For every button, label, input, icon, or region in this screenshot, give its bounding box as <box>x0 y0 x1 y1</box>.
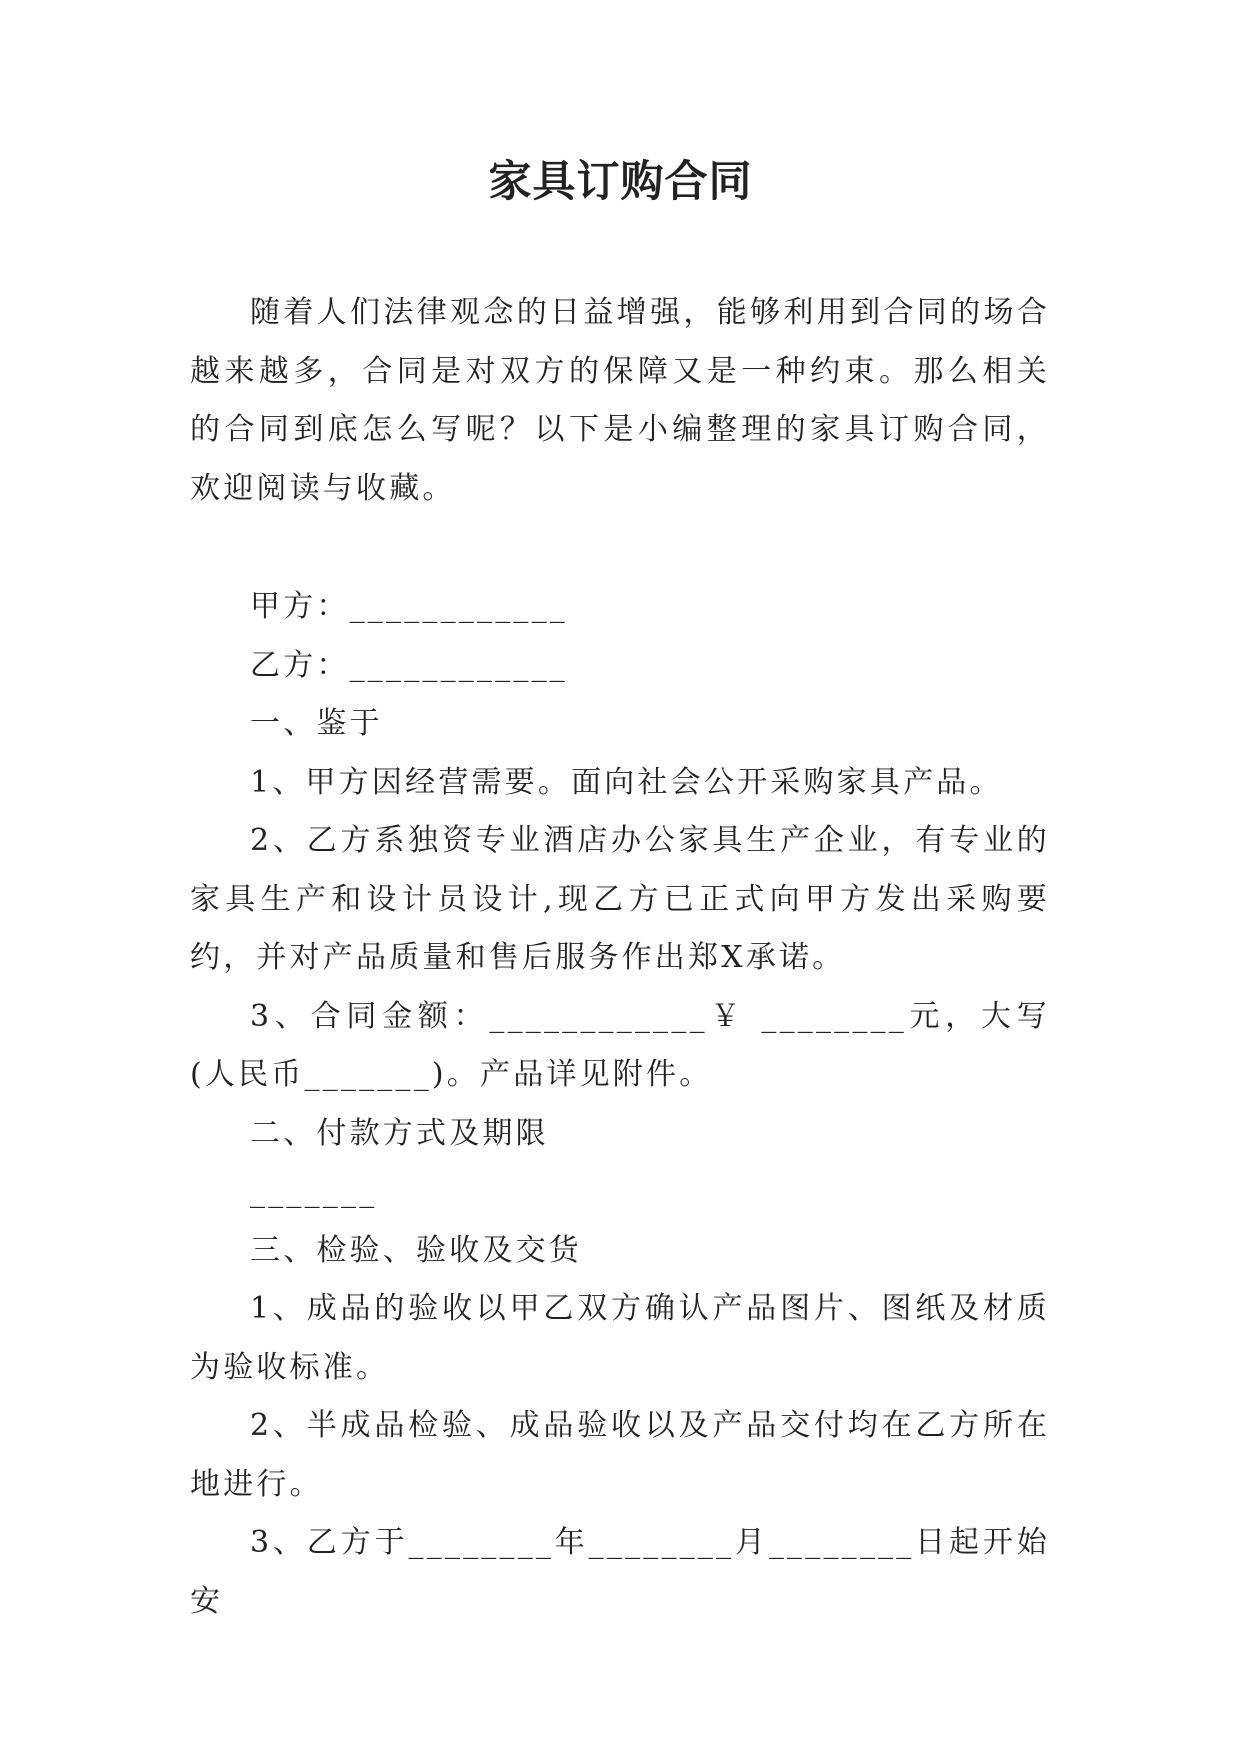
intro-paragraph: 随着人们法律观念的日益增强，能够利用到合同的场合越来越多，合同是对双方的保障又是一种约束。那么相关的合同到底怎么写呢？以下是小编整理的家具订购合同，欢迎阅读与收藏。 <box>190 295 1050 506</box>
party-a-line: 甲方：____________ <box>250 589 568 624</box>
section-1-item-3: 3、合同金额：____________￥ ________元，大写(人民币_______)。产品详见附件。 <box>190 998 1050 1092</box>
section-1-item-2: 2、乙方系独资专业酒店办公家具生产企业，有专业的家具生产和设计员设计,现乙方已正式向甲方发出采购要约，并对产品质量和售后服务作出郑X承诺。 <box>190 823 1050 975</box>
section-3-heading: 三、检验、验收及交货 <box>250 1232 582 1268</box>
section-1-heading: 一、鉴于 <box>250 706 383 741</box>
contract-body <box>190 578 1050 1631</box>
section-3-item-3: 3、乙方于________年________月________日起开始安 <box>190 1525 1050 1619</box>
document-title: 家具订购合同 <box>488 157 753 207</box>
section-1-item-1: 1、甲方因经营需要。面向社会公开采购家具产品。 <box>250 764 1003 800</box>
section-3-item-2: 2、半成品检验、成品验收以及产品交付均在乙方所在地进行。 <box>190 1408 1050 1502</box>
party-b-line: 乙方：____________ <box>250 647 568 683</box>
section-2-heading: 二、付款方式及期限 <box>250 1115 549 1151</box>
section-3-item-1: 1、成品的验收以甲乙双方确认产品图片、图纸及材质为验收标准。 <box>190 1291 1050 1385</box>
intro-section <box>190 284 1050 518</box>
section-2-blank: _______ <box>250 1174 378 1209</box>
